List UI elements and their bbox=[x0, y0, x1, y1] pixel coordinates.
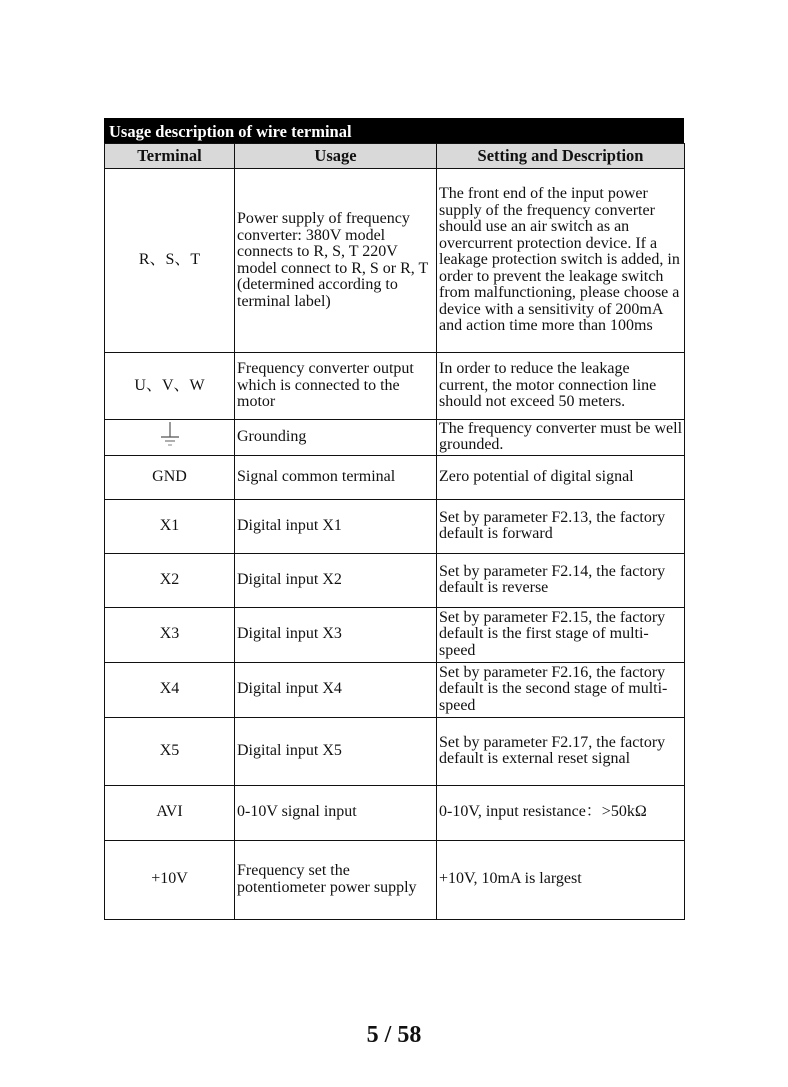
header-usage: Usage bbox=[235, 144, 437, 169]
page-number: 5 / 58 bbox=[366, 1022, 422, 1048]
description-cell: The frequency converter must be well grounded. bbox=[437, 420, 685, 456]
usage-cell: Digital input X5 bbox=[235, 717, 437, 785]
terminal-cell: GND bbox=[105, 455, 235, 499]
description-cell: The front end of the input power supply of the frequency converter should use an air switch as an overcurrent protection device. If a leakage protection switch is added, in order to prevent the leakage switch from malfunctioning, please choose a device with a sensitivity of 200mA and action time more than 100ms bbox=[437, 169, 685, 353]
table-row bbox=[105, 420, 685, 456]
description-cell: Set by parameter F2.14, the factory default is reverse bbox=[437, 553, 685, 607]
table-row bbox=[105, 785, 685, 840]
table-row bbox=[105, 840, 685, 919]
terminal-cell bbox=[105, 420, 235, 456]
table-row bbox=[105, 499, 685, 553]
usage-cell: Digital input X2 bbox=[235, 553, 437, 607]
usage-cell: Power supply of frequency converter: 380V model connects to R, S, T 220V model connect to R, S or R, T (determined according to terminal label) bbox=[235, 169, 437, 353]
terminal-cell: X2 bbox=[105, 553, 235, 607]
table-row bbox=[105, 717, 685, 785]
ground-icon bbox=[158, 420, 182, 450]
header-description: Setting and Description bbox=[437, 144, 685, 169]
description-cell: +10V, 10mA is largest bbox=[437, 840, 685, 919]
description-cell: Zero potential of digital signal bbox=[437, 455, 685, 499]
description-cell: 0-10V, input resistance：>50kΩ bbox=[437, 785, 685, 840]
table-row bbox=[105, 455, 685, 499]
terminal-cell: AVI bbox=[105, 785, 235, 840]
usage-cell: Digital input X3 bbox=[235, 607, 437, 662]
usage-cell: Frequency converter output which is connected to the motor bbox=[235, 353, 437, 420]
table-row bbox=[105, 607, 685, 662]
description-cell: In order to reduce the leakage current, the motor connection line should not exceed 50 meters. bbox=[437, 353, 685, 420]
description-cell: Set by parameter F2.16, the factory default is the second stage of multi-speed bbox=[437, 662, 685, 717]
usage-cell: Grounding bbox=[235, 420, 437, 456]
header-terminal: Terminal bbox=[105, 144, 235, 169]
table-row bbox=[105, 169, 685, 353]
wire-terminal-table-container bbox=[104, 118, 684, 920]
description-cell: Set by parameter F2.17, the factory default is external reset signal bbox=[437, 717, 685, 785]
usage-cell: Digital input X1 bbox=[235, 499, 437, 553]
table-title: Usage description of wire terminal bbox=[104, 118, 684, 143]
usage-cell: Signal common terminal bbox=[235, 455, 437, 499]
terminal-cell: R、S、T bbox=[105, 169, 235, 353]
table-row bbox=[105, 353, 685, 420]
terminal-cell: X1 bbox=[105, 499, 235, 553]
usage-cell: Digital input X4 bbox=[235, 662, 437, 717]
terminal-cell: X5 bbox=[105, 717, 235, 785]
terminal-cell: +10V bbox=[105, 840, 235, 919]
description-cell: Set by parameter F2.13, the factory default is forward bbox=[437, 499, 685, 553]
table-row bbox=[105, 553, 685, 607]
usage-cell: 0-10V signal input bbox=[235, 785, 437, 840]
terminal-cell: X3 bbox=[105, 607, 235, 662]
table-header-row bbox=[105, 144, 685, 169]
wire-terminal-table bbox=[104, 143, 685, 920]
description-cell: Set by parameter F2.15, the factory default is the first stage of multi-speed bbox=[437, 607, 685, 662]
terminal-cell: X4 bbox=[105, 662, 235, 717]
terminal-cell: U、V、W bbox=[105, 353, 235, 420]
table-row bbox=[105, 662, 685, 717]
usage-cell: Frequency set the potentiometer power supply bbox=[235, 840, 437, 919]
